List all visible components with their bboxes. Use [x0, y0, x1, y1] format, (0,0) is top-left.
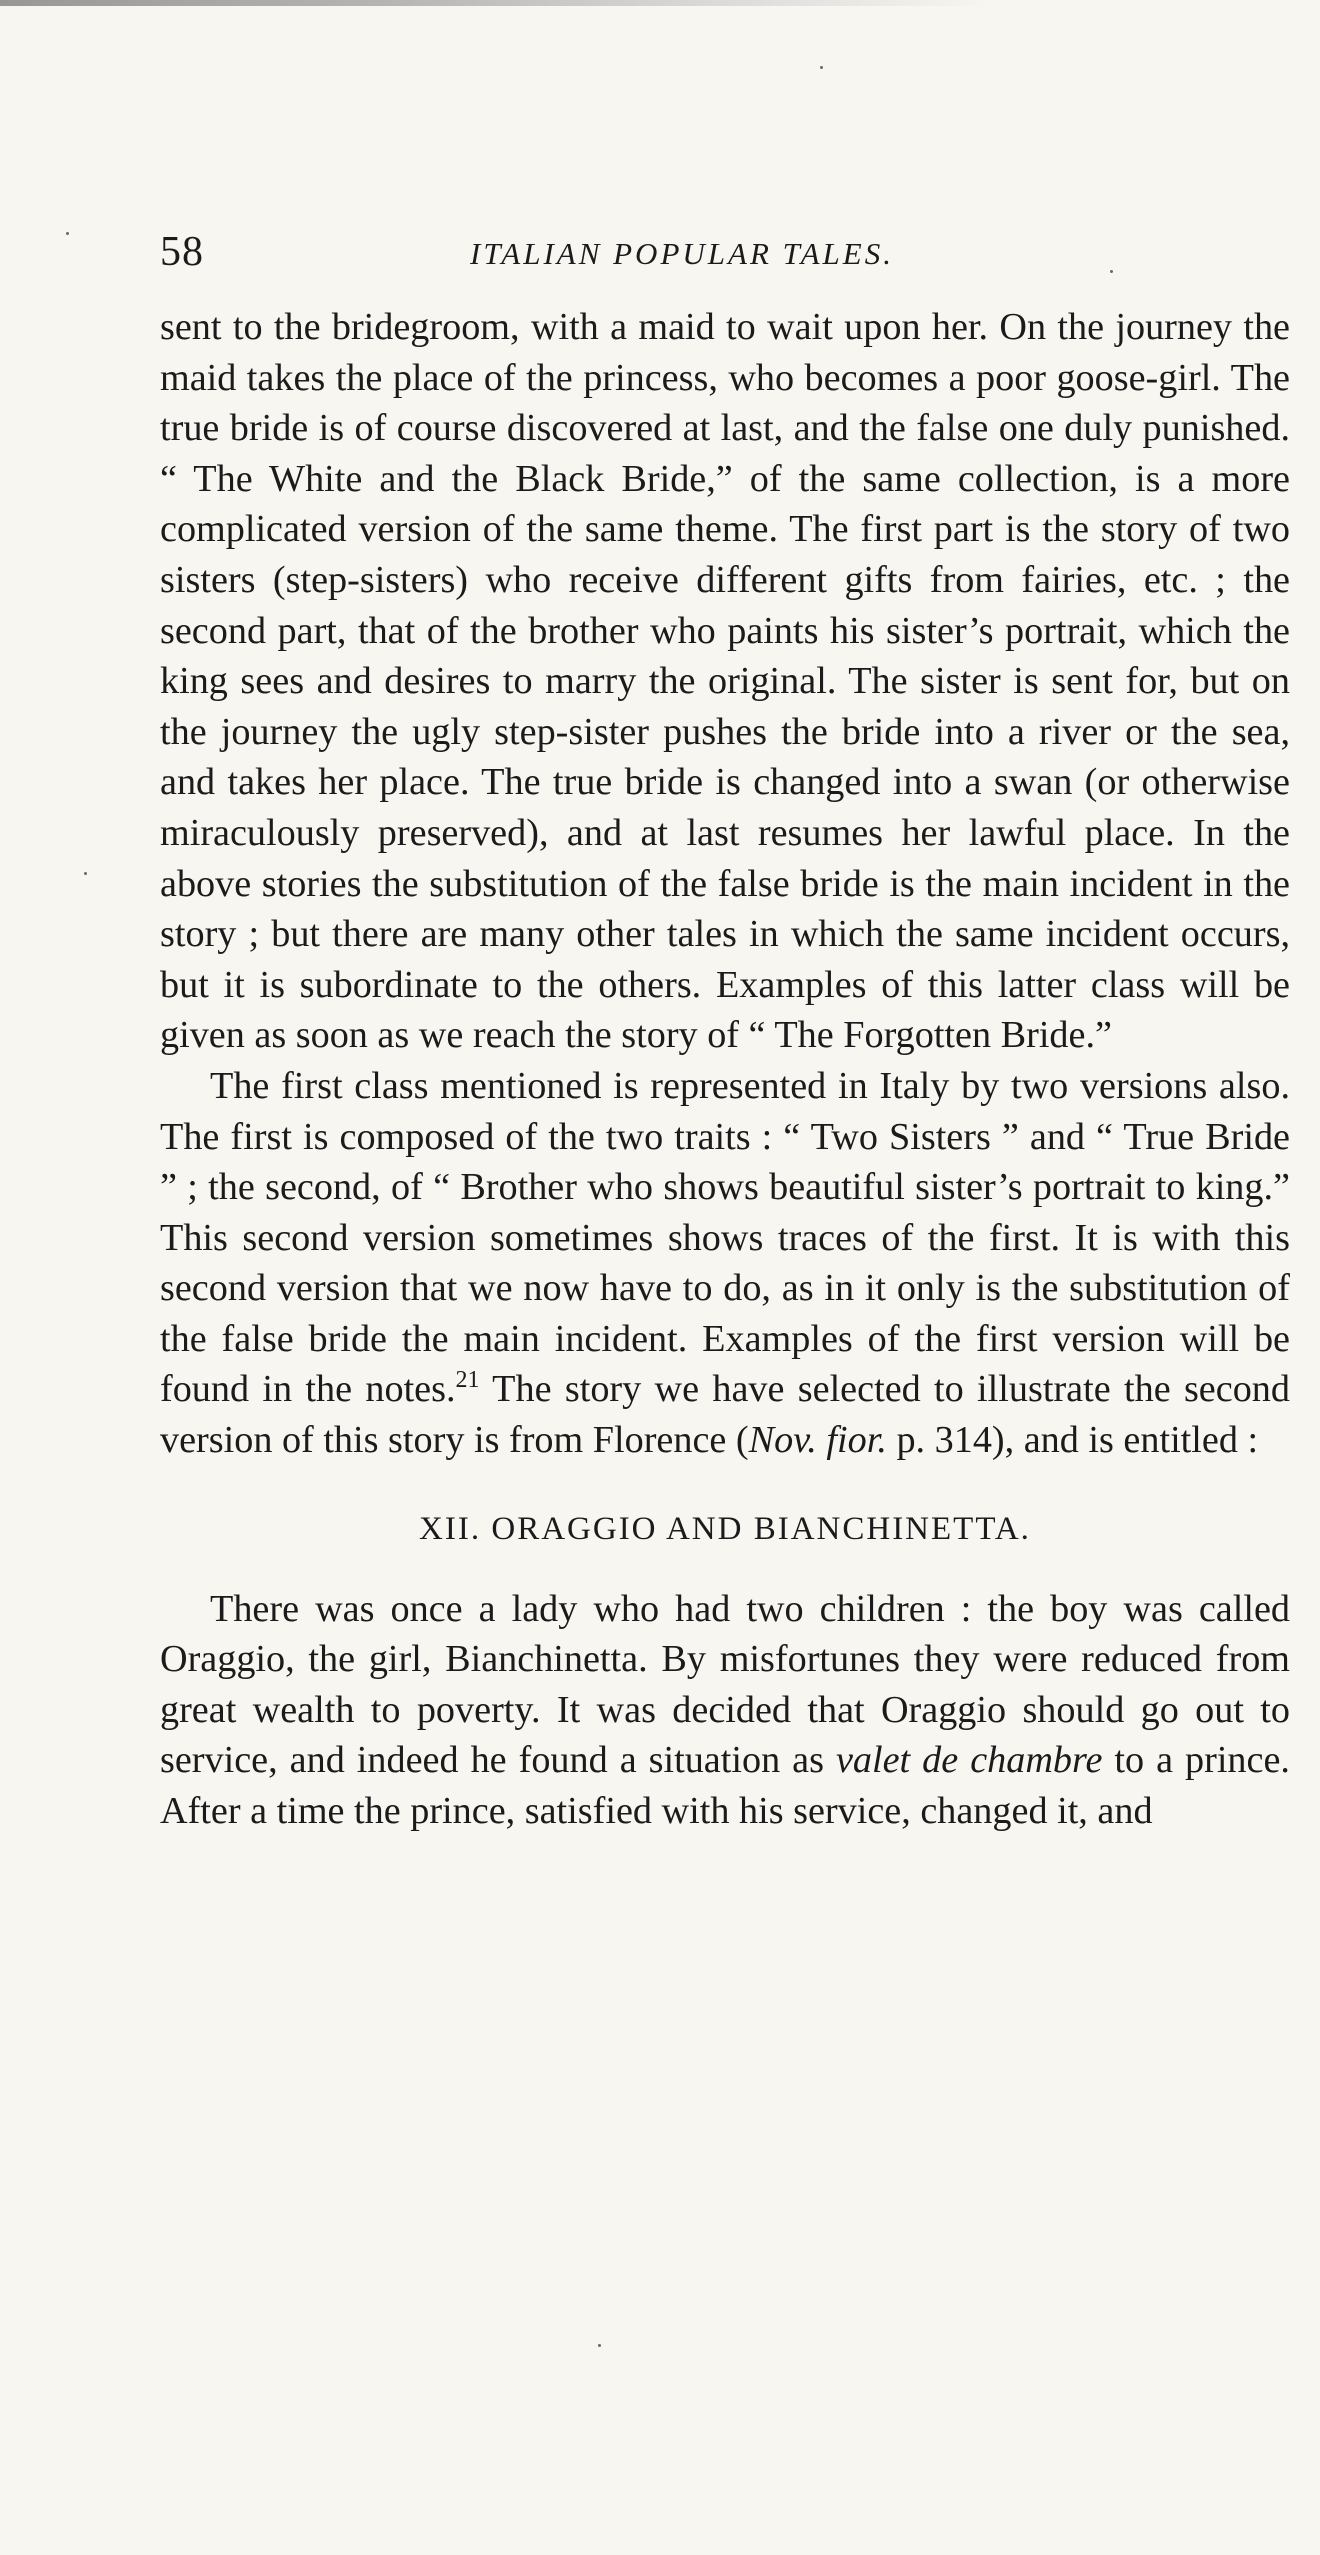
- body-paragraph: sent to the bridegroom, with a maid to wait upon her. On the journey the maid takes the place of the princess, who becomes a poor goose-girl. The true bride is of course discovered at last, and the false one duly punished. “ The White and the Black Bride,” of the same collection, is a more complicated version of the same theme. The first part is the story of two sisters (step-sisters) who receive different gifts from fairies, etc. ; the second part, that of the brother who paints his sister’s portrait, which the king sees and desires to marry the original. The sister is sent for, but on the journey the ugly step-sister pushes the bride into a river or the sea, and takes her place. The true bride is changed into a swan (or otherwise miraculously preserved), and at last resumes her lawful place. In the above stories the substitution of the false bride is the main incident in the story ; but there are many other tales in which the same incident occurs, but it is subordinate to the others. Examples of this latter class will be given as soon as we reach the story of “ The Forgotten Bride.”: [160, 306, 1290, 1057]
- paragraph-text: p. 314), and is entitled :: [886, 1419, 1259, 1462]
- paper-speck: [66, 232, 69, 235]
- paper-speck: [820, 66, 823, 69]
- body-paragraph: [160, 1061, 1290, 1466]
- paragraph-text: to a prince. After a time the prince, satisfied with his service, changed it, and: [160, 1739, 1290, 1833]
- paragraph-text: The first class mentioned is represented in Italy by two versions also. The first is composed of the two traits : “ Two Sisters ” and “ True Bride ” ; the second, of “ Brother who shows beautiful sister’s portrait to king.” This second version sometimes shows traces of the first. It is with this second version that we now have to do, as in it only is the substitution of the false bride the main incident. Examples of the first version will be found in the notes.: [160, 1064, 1290, 1411]
- paper-speck: [84, 872, 87, 875]
- paper-speck: [598, 2344, 601, 2347]
- footnote-reference: 21: [455, 1367, 480, 1394]
- running-head: [160, 228, 1290, 288]
- running-title: ITALIAN POPULAR TALES.: [470, 236, 894, 271]
- page-body: [160, 302, 1290, 1837]
- emphasized-term: valet de chambre: [835, 1739, 1103, 1782]
- body-paragraph: [160, 1584, 1290, 1837]
- page-number: 58: [160, 229, 204, 275]
- source-citation: Nov. fior.: [748, 1419, 887, 1462]
- paragraph-text: The story we have selected to illustrate the second version of this story is from Florence (: [160, 1368, 1290, 1462]
- story-heading: XII. ORAGGIO AND BIANCHINETTA.: [419, 1510, 1031, 1547]
- paragraph-text: There was once a lady who had two children : the boy was called Oraggio, the girl, Bianchinetta. By misfortunes they were reduced from great wealth to poverty. It was decided that Oraggio should go out to service, and indeed he found a situation as: [160, 1587, 1290, 1782]
- page-top-edge: [0, 0, 1320, 6]
